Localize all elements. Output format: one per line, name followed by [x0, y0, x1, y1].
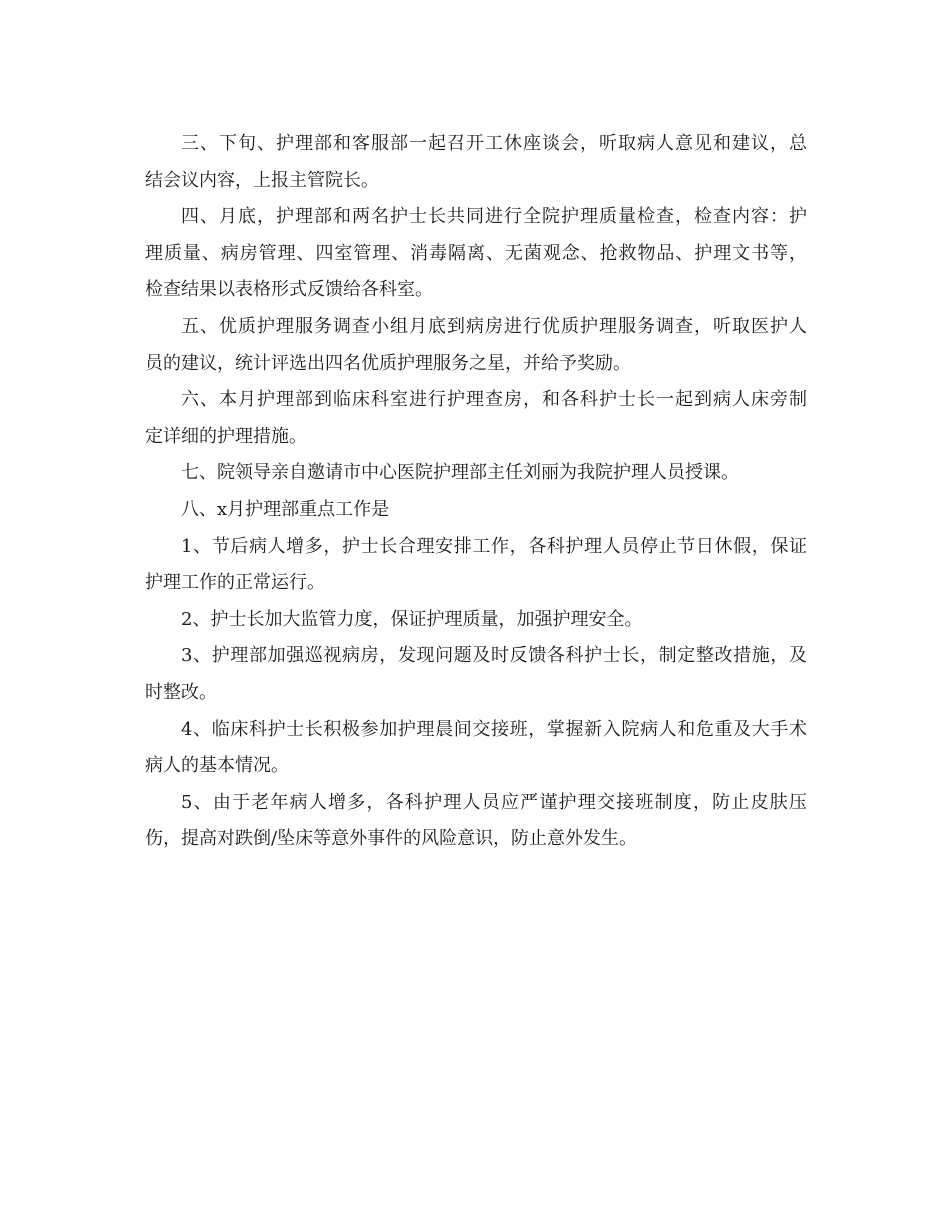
list-item-3 [145, 638, 807, 711]
paragraph-line: 四、月底，护理部和两名护士长共同进行全院护理质量检查，检查内容：护 [181, 206, 807, 228]
paragraph-line: 结会议内容，上报主管院长。 [145, 169, 379, 191]
paragraph-line: 病人的基本情况。 [145, 755, 289, 777]
paragraph-line: 护理工作的正常运行。 [145, 572, 325, 594]
paragraph-3 [145, 126, 807, 199]
paragraph-line: 4、临床科护士长积极参加护理晨间交接班，掌握新入院病人和危重及大手术 [181, 718, 807, 740]
paragraph-line: 八、x月护理部重点工作是 [181, 498, 390, 520]
paragraph-line: 伤，提高对跌倒/坠床等意外事件的风险意识，防止意外发生。 [145, 828, 638, 850]
paragraph-line: 检查结果以表格形式反馈给各科室。 [145, 279, 433, 301]
paragraph-line: 时整改。 [145, 681, 217, 703]
document-body [145, 126, 807, 858]
list-item-2 [145, 602, 807, 639]
paragraph-line: 六、本月护理部到临床科室进行护理查房，和各科护士长一起到病人床旁制 [181, 389, 807, 411]
paragraph-7 [145, 455, 807, 492]
paragraph-line: 三、下旬、护理部和客服部一起召开工休座谈会，听取病人意见和建议，总 [181, 133, 807, 154]
paragraph-5 [145, 309, 807, 382]
list-item-4 [145, 712, 807, 785]
paragraph-line: 七、院领导亲自邀请市中心医院护理部主任刘丽为我院护理人员授课。 [181, 462, 739, 484]
list-item-5 [145, 785, 807, 858]
paragraph-8-heading [145, 492, 807, 529]
paragraph-line: 员的建议，统计评选出四名优质护理服务之星，并给予奖励。 [145, 352, 631, 374]
paragraph-line: 2、护士长加大监管力度，保证护理质量，加强护理安全。 [181, 608, 643, 630]
paragraph-line: 理质量、病房管理、四室管理、消毒隔离、无菌观念、抢救物品、护理文书等， [145, 242, 807, 264]
paragraph-line: 定详细的护理措施。 [145, 425, 307, 447]
paragraph-line: 五、优质护理服务调查小组月底到病房进行优质护理服务调查，听取医护人 [181, 315, 807, 337]
paragraph-line: 3、护理部加强巡视病房，发现问题及时反馈各科护士长，制定整改措施，及 [181, 645, 807, 667]
paragraph-6 [145, 382, 807, 455]
list-item-1 [145, 529, 807, 602]
paragraph-line: 1、节后病人增多，护士长合理安排工作，各科护理人员停止节日休假，保证 [181, 535, 807, 557]
paragraph-4 [145, 199, 807, 309]
paragraph-line: 5、由于老年病人增多，各科护理人员应严谨护理交接班制度，防止皮肤压 [181, 791, 807, 813]
